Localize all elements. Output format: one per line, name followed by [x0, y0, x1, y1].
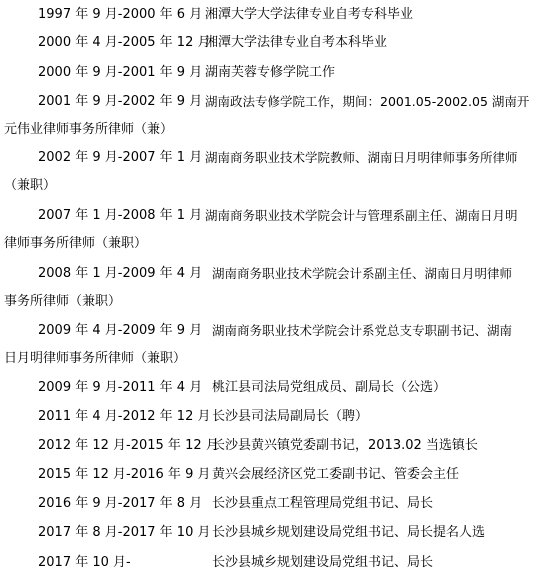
entry-text: 黄兴会展经济区党工委副书记、管委会主任 [212, 467, 460, 482]
entry-period: 2008 年 1 月-2009 年 4 月 [38, 266, 203, 281]
entry-period: 2012 年 12 月-2015 年 12 月 [38, 438, 219, 453]
entry-text: 湘潭大学法律专业自考本科毕业 [205, 35, 388, 50]
entry-period: 2011 年 4 月-2012 年 12 月 [38, 409, 211, 424]
entry-period: 2009 年 4 月-2009 年 9 月 [38, 323, 203, 338]
entry-text: 湖南芙蓉专修学院工作 [205, 65, 336, 80]
entry-text: 长沙县黄兴镇党委副书记，2013.02 当选镇长 [212, 438, 478, 453]
entry-period: 1997 年 9 月-2000 年 6 月 [38, 7, 203, 22]
entry-period: 2017 年 10 月- [38, 555, 131, 570]
entry-period: 2009 年 9 月-2011 年 4 月 [38, 380, 203, 395]
entry-text: 长沙县重点工程管理局党组书记、局长 [212, 496, 434, 511]
entry-text-continuation: 事务所律师（兼职） [4, 294, 122, 309]
entry-period: 2000 年 4 月-2005 年 12 月 [38, 35, 211, 50]
entry-period: 2015 年 12 月-2016 年 9 月 [38, 467, 211, 482]
entry-text: 湖南政法专修学院工作，期间：2001.05-2002.05 湖南开 [205, 94, 530, 109]
entry-text-continuation: （兼职） [4, 178, 57, 193]
entry-period: 2002 年 9 月-2007 年 1 月 [38, 150, 203, 165]
entry-text-continuation: 元伟业律师事务所律师（兼） [4, 122, 174, 137]
entry-text: 湘潭大学大学法律专业自考专科毕业 [205, 7, 414, 22]
entry-text: 长沙县司法局副局长（聘） [212, 409, 369, 424]
entry-period: 2017 年 8 月-2017 年 10 月 [38, 525, 211, 540]
entry-text: 湖南商务职业技术学院会计系副主任、湖南日月明律师 [212, 266, 513, 281]
entry-text: 湖南商务职业技术学院会计系党总支专职副书记、湖南 [212, 323, 513, 338]
entry-text-continuation: 律师事务所律师（兼职） [4, 236, 148, 251]
entry-text: 长沙县城乡规划建设局党组书记、局长提名人选 [212, 525, 486, 540]
entry-text-continuation: 日月明律师事务所律师（兼职） [4, 351, 187, 366]
entry-period: 2007 年 1 月-2008 年 1 月 [38, 208, 203, 223]
entry-period: 2001 年 9 月-2002 年 9 月 [38, 94, 203, 109]
entry-period: 2016 年 9 月-2017 年 8 月 [38, 496, 203, 511]
entry-text: 湖南商务职业技术学院会计与管理系副主任、湖南日月明 [205, 208, 518, 223]
entry-text: 湖南商务职业技术学院教师、湖南日月明律师事务所律师 [205, 150, 518, 165]
entry-text: 桃江县司法局党组成员、副局长（公选） [212, 380, 447, 395]
entry-text: 长沙县城乡规划建设局党组书记、局长 [212, 555, 434, 570]
entry-period: 2000 年 9 月-2001 年 9 月 [38, 65, 203, 80]
